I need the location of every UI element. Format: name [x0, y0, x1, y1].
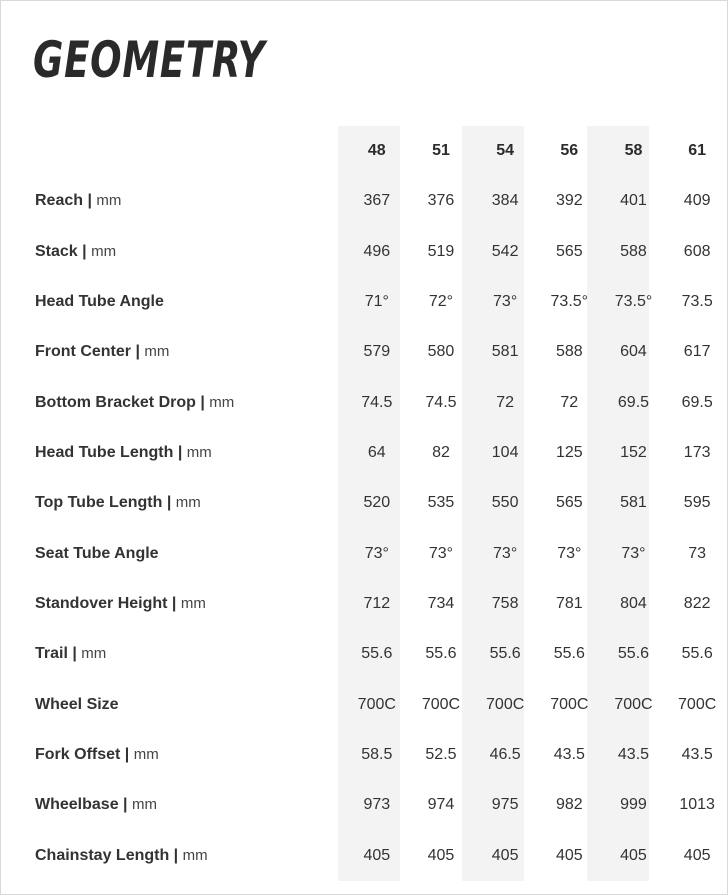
value-cell-54: 46.5: [489, 745, 521, 763]
value-cell-51: 535: [427, 494, 455, 512]
value-cell-61: 617: [683, 343, 711, 361]
row-label-cell: [1, 428, 345, 478]
value-cell-51: 700C: [421, 695, 461, 713]
table-row-head-tube-angle: [1, 277, 728, 327]
size-header-58: 58: [624, 142, 643, 159]
value-cell-58: 73°: [621, 544, 646, 562]
row-label: Head Tube Length: [35, 443, 174, 461]
table-row-standover-height: [1, 579, 728, 629]
table-row-reach: [1, 176, 728, 226]
table-row-trail: [1, 629, 728, 679]
row-unit: mm: [182, 846, 208, 864]
row-label: Top Tube Length: [35, 494, 163, 512]
row-label-cell: [1, 478, 345, 528]
value-cell-56: 700C: [550, 695, 589, 713]
value-cell-54: 758: [491, 594, 519, 612]
table-row-seat-tube-angle: [1, 528, 728, 578]
value-cell-58: 405: [620, 846, 647, 864]
value-cell-56: 392: [555, 192, 583, 210]
value-cell-54: 55.6: [489, 645, 521, 663]
value-cell-51: 72°: [428, 292, 454, 310]
value-cell-58: 604: [620, 343, 647, 361]
value-cell-48: 64: [367, 443, 386, 461]
value-cell-48: 520: [363, 494, 391, 512]
value-cell-56: 565: [555, 494, 583, 512]
row-unit: mm: [186, 443, 212, 461]
table-row-fork-offset: [1, 730, 728, 780]
value-cell-48: 71°: [364, 292, 389, 310]
value-cell-54: 542: [491, 242, 519, 260]
value-cell-48: 405: [363, 846, 391, 864]
row-label-cell: [1, 277, 345, 327]
value-cell-58: 588: [620, 242, 647, 260]
value-cell-54: 405: [491, 846, 519, 864]
value-cell-48: 496: [363, 242, 391, 260]
row-label: Stack: [35, 242, 78, 260]
value-cell-58: 700C: [614, 695, 653, 713]
value-cell-54: 72: [496, 393, 515, 411]
value-cell-51: 734: [427, 594, 455, 612]
value-cell-48: 55.6: [361, 645, 393, 663]
value-cell-58: 804: [620, 594, 647, 612]
row-label-cell: [1, 528, 345, 578]
size-header-row: [1, 126, 728, 176]
row-separator: |: [131, 343, 145, 361]
value-cell-58: 401: [620, 192, 647, 210]
value-cell-54: 73°: [493, 292, 518, 310]
row-separator: |: [67, 645, 82, 663]
value-cell-61: 73.5: [681, 292, 713, 310]
value-cell-54: 581: [491, 343, 519, 361]
value-cell-51: 405: [427, 846, 455, 864]
row-unit: mm: [96, 192, 122, 210]
value-cell-51: 376: [427, 192, 455, 210]
row-label: Reach: [35, 192, 84, 210]
row-label-cell: [1, 629, 345, 679]
row-separator: |: [169, 846, 183, 864]
row-label: Fork Offset: [35, 745, 121, 763]
value-cell-58: 581: [620, 494, 647, 512]
value-cell-51: 55.6: [425, 645, 457, 663]
size-header-61: 61: [688, 142, 707, 159]
page-title: GEOMETRY: [33, 31, 266, 89]
value-cell-58: 55.6: [617, 645, 650, 663]
value-cell-58: 999: [620, 796, 647, 814]
value-cell-61: 822: [683, 594, 711, 612]
value-cell-54: 73°: [493, 544, 518, 562]
row-label: Bottom Bracket Drop: [35, 393, 196, 411]
value-cell-48: 58.5: [361, 745, 393, 763]
row-separator: |: [195, 393, 210, 411]
value-cell-56: 781: [555, 594, 583, 612]
value-cell-56: 55.6: [553, 645, 585, 663]
geometry-table-body: [1, 176, 728, 881]
value-cell-51: 82: [432, 443, 450, 461]
value-cell-58: 43.5: [617, 745, 650, 763]
value-cell-48: 367: [363, 192, 391, 210]
row-label: Wheel Size: [35, 695, 119, 713]
row-unit: mm: [144, 343, 170, 361]
value-cell-61: 55.6: [681, 645, 713, 663]
row-label: Standover Height: [35, 594, 168, 612]
value-cell-56: 125: [555, 443, 583, 461]
row-unit: mm: [91, 242, 117, 260]
value-cell-56: 73.5°: [550, 292, 589, 310]
row-label-cell: [1, 730, 345, 780]
row-separator: |: [162, 494, 176, 512]
value-cell-51: 73°: [428, 544, 454, 562]
row-label: Wheelbase: [35, 796, 119, 814]
size-header-48: 48: [367, 142, 386, 159]
value-cell-48: 700C: [357, 695, 396, 713]
row-separator: |: [77, 242, 92, 260]
table-row-head-tube-length: [1, 428, 728, 478]
header-spacer: [1, 126, 345, 176]
row-label-cell: [1, 579, 345, 629]
value-cell-61: 43.5: [681, 745, 713, 763]
table-row-bottom-bracket-drop: [1, 377, 728, 427]
geometry-table: [1, 126, 728, 881]
value-cell-51: 974: [427, 796, 455, 814]
row-label-cell: [1, 830, 345, 880]
table-row-stack: [1, 226, 728, 276]
value-cell-56: 565: [555, 242, 583, 260]
value-cell-51: 52.5: [425, 745, 457, 763]
row-unit: mm: [131, 796, 157, 814]
row-label-cell: [1, 327, 345, 377]
value-cell-61: 700C: [678, 695, 717, 713]
value-cell-61: 608: [683, 242, 711, 260]
value-cell-61: 73: [688, 544, 707, 562]
value-cell-56: 73°: [557, 544, 582, 562]
row-separator: |: [167, 594, 181, 612]
row-label-cell: [1, 679, 345, 729]
row-label-cell: [1, 377, 345, 427]
value-cell-51: 580: [427, 343, 455, 361]
value-cell-48: 74.5: [361, 393, 393, 411]
value-cell-61: 405: [683, 846, 711, 864]
row-label-cell: [1, 780, 345, 830]
value-cell-61: 409: [683, 192, 711, 210]
row-label: Seat Tube Angle: [35, 544, 159, 562]
size-header-54: 54: [496, 142, 515, 159]
value-cell-61: 173: [683, 443, 711, 461]
table-row-top-tube-length: [1, 478, 728, 528]
row-unit: mm: [81, 645, 107, 663]
row-label: Head Tube Angle: [35, 292, 164, 310]
value-cell-48: 712: [363, 594, 391, 612]
value-cell-51: 74.5: [425, 393, 457, 411]
value-cell-54: 550: [491, 494, 519, 512]
row-separator: |: [173, 443, 187, 461]
value-cell-61: 1013: [679, 796, 715, 814]
value-cell-54: 700C: [486, 695, 525, 713]
value-cell-56: 72: [560, 393, 579, 411]
value-cell-56: 405: [555, 846, 583, 864]
value-cell-61: 595: [683, 494, 711, 512]
value-cell-51: 519: [427, 242, 455, 260]
table-row-wheel-size: [1, 679, 728, 729]
row-unit: mm: [133, 745, 159, 763]
value-cell-54: 384: [491, 192, 519, 210]
table-row-wheelbase: [1, 780, 728, 830]
value-cell-56: 982: [555, 796, 583, 814]
value-cell-48: 73°: [364, 544, 389, 562]
value-cell-48: 579: [363, 343, 391, 361]
row-label: Trail: [35, 645, 68, 663]
value-cell-58: 152: [620, 443, 647, 461]
row-unit: mm: [175, 494, 201, 512]
row-separator: |: [118, 796, 132, 814]
row-separator: |: [83, 192, 97, 210]
row-label-cell: [1, 226, 345, 276]
table-row-front-center: [1, 327, 728, 377]
row-label: Front Center: [35, 343, 131, 361]
row-separator: |: [120, 745, 134, 763]
value-cell-54: 975: [491, 796, 519, 814]
value-cell-58: 73.5°: [614, 292, 653, 310]
value-cell-58: 69.5: [617, 393, 650, 411]
row-unit: mm: [180, 594, 206, 612]
row-label-cell: [1, 176, 345, 226]
value-cell-56: 43.5: [553, 745, 585, 763]
value-cell-54: 104: [491, 443, 519, 461]
row-label: Chainstay Length: [35, 846, 170, 864]
value-cell-48: 973: [363, 796, 391, 814]
value-cell-56: 588: [555, 343, 583, 361]
row-unit: mm: [209, 393, 235, 411]
table-row-chainstay-length: [1, 830, 728, 880]
size-header-51: 51: [432, 142, 450, 159]
size-header-56: 56: [560, 142, 579, 159]
value-cell-61: 69.5: [681, 393, 713, 411]
